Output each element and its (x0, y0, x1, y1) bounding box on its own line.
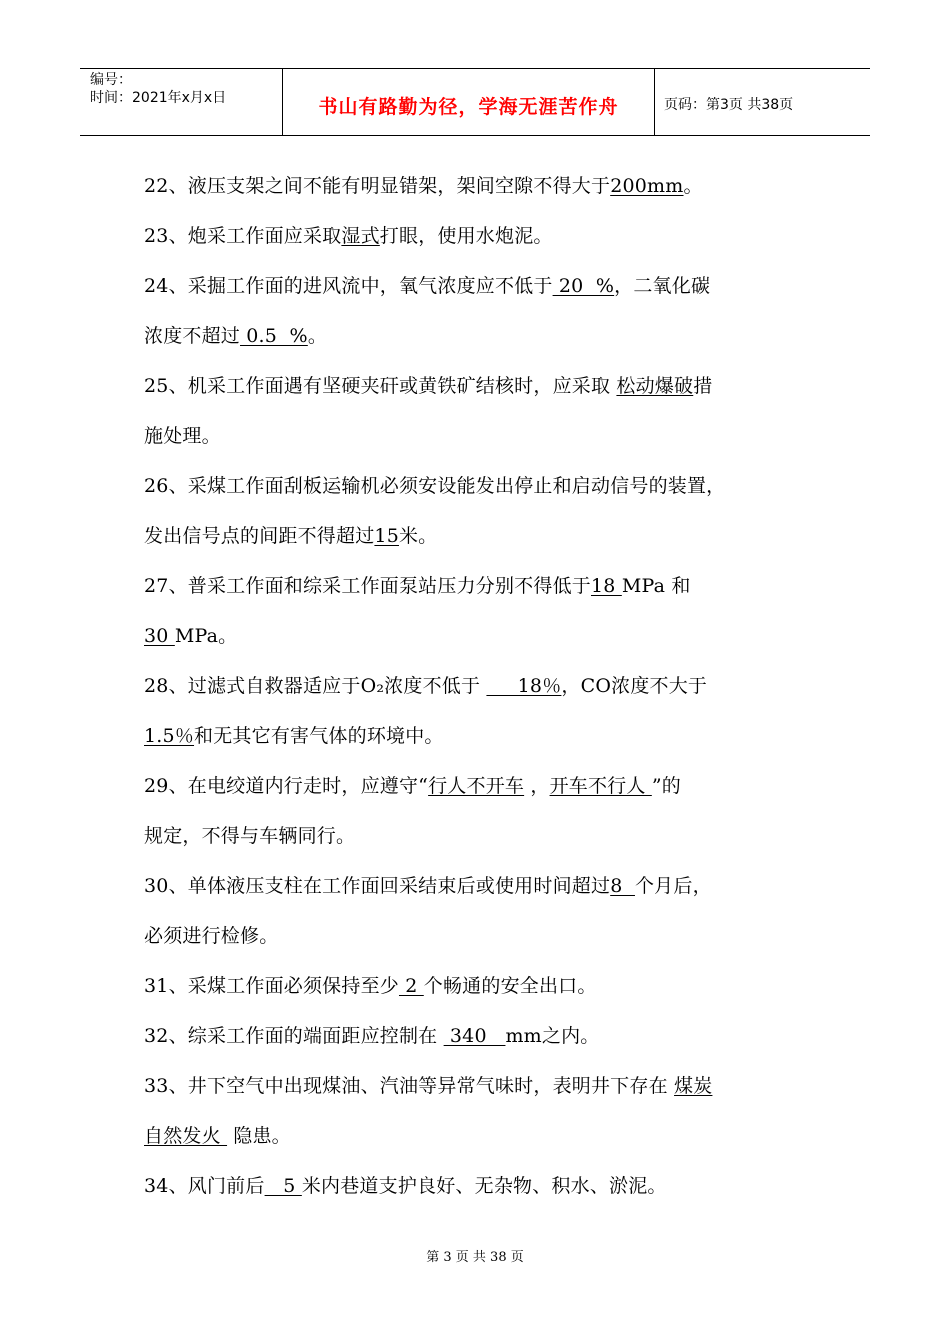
header-meta-cell (80, 69, 283, 135)
question-text: 个畅通的安全出口。 (423, 975, 597, 997)
text-line (144, 1166, 814, 1216)
question-text: 34、风门前后 (144, 1175, 265, 1197)
header-page-cell (655, 69, 870, 135)
question-text: 打眼，使用水炮泥。 (379, 225, 553, 247)
question-text: 23、炮采工作面应采取 (144, 225, 342, 247)
question-text: MPa 和 (621, 575, 691, 597)
header-motto-cell (283, 69, 655, 135)
question-text: 。 (307, 325, 328, 347)
text-line (144, 866, 814, 916)
text-line (144, 1066, 814, 1116)
header-page-info: 页码：第3页 共38页 (664, 97, 794, 113)
document-number-label: 编号： (90, 72, 132, 88)
question-text: 米。 (398, 525, 438, 547)
answer-blank: 行人不开车 (428, 775, 525, 797)
text-line (144, 566, 814, 616)
answer-blank: 5 (264, 1175, 302, 1197)
answer-blank: 2 (398, 975, 424, 997)
question-text: 。 (683, 175, 703, 197)
motto-text: 书山有路勤为径，学海无涯苦作舟 (318, 96, 619, 118)
document-body (144, 166, 814, 1216)
question-text: 30、单体液压支柱在工作面回采结束后或使用时间超过 (144, 875, 611, 897)
text-line (144, 966, 814, 1016)
question-text: 31、采煤工作面必须保持至少 (144, 975, 399, 997)
question-text: 规定，不得与车辆同行。 (144, 825, 356, 847)
document-time-label: 时间：2021年x月x日 (90, 90, 227, 106)
text-line (144, 766, 814, 816)
question-text: 米内巷道支护良好、无杂物、积水、淤泥。 (301, 1175, 667, 1197)
question-text: mm之内。 (505, 1025, 600, 1047)
text-line (144, 266, 814, 316)
question-text: 25、机采工作面遇有坚硬夹矸或黄铁矿结核时，应采取 (144, 375, 617, 397)
answer-blank: 20 % (552, 275, 615, 297)
text-line (144, 466, 814, 516)
text-line (144, 1116, 814, 1166)
answer-blank: 自然发火 (144, 1125, 228, 1147)
question-text: 22、液压支架之间不能有明显错架，架间空隙不得大于 (144, 175, 611, 197)
text-line (144, 216, 814, 266)
answer-blank: 18％ (486, 675, 562, 697)
page-header (80, 68, 870, 136)
question-text: 浓度不超过 (144, 325, 241, 347)
question-text: 措 (693, 375, 713, 397)
question-text: 施处理。 (144, 425, 221, 447)
question-text: 29、在电绞道内行走时，应遵守“ (144, 775, 429, 797)
answer-blank: 30 (144, 625, 175, 647)
text-line (144, 616, 814, 666)
question-text: 32、综采工作面的端面距应控制在 (144, 1025, 444, 1047)
question-text: 必须进行检修。 (144, 925, 279, 947)
answer-blank: 煤炭 (674, 1075, 713, 1097)
question-text: ， (524, 775, 550, 797)
text-line (144, 366, 814, 416)
question-text: 26、采煤工作面刮板运输机必须安设能发出停止和启动信号的装置， (144, 475, 726, 497)
answer-blank: 1.5％ (144, 725, 195, 747)
question-text: ，二氧化碳 (614, 275, 711, 297)
question-text: ”的 (651, 775, 681, 797)
text-line (144, 516, 814, 566)
text-line (144, 316, 814, 366)
text-line (144, 916, 814, 966)
question-text: 24、采掘工作面的进风流中，氧气浓度应不低于 (144, 275, 553, 297)
answer-blank: 松动爆破 (616, 375, 694, 397)
text-line (144, 1016, 814, 1066)
question-text: 28、过滤式自救器适应于O₂浓度不低于 (144, 675, 487, 697)
page-footer: 第 3 页 共 38 页 (426, 1250, 524, 1265)
answer-blank: 15 (374, 525, 399, 547)
question-text: 隐患。 (227, 1125, 291, 1147)
question-text: 33、井下空气中出现煤油、汽油等异常气味时，表明井下存在 (144, 1075, 675, 1097)
question-text: 个月后， (634, 875, 712, 897)
answer-blank: 开车不行人 (549, 775, 652, 797)
answer-blank: 340 (443, 1025, 506, 1047)
text-line (144, 666, 814, 716)
text-line (144, 166, 814, 216)
text-line (144, 816, 814, 866)
text-line (144, 416, 814, 466)
answer-blank: 200mm (610, 175, 684, 197)
answer-blank: 0.5 % (240, 325, 308, 347)
answer-blank: 18 (590, 575, 622, 597)
question-text: 27、普采工作面和综采工作面泵站压力分别不得低于 (144, 575, 591, 597)
question-text: 发出信号点的间距不得超过 (144, 525, 375, 547)
question-text: MPa。 (174, 625, 238, 647)
answer-blank: 8 (610, 875, 635, 897)
text-line (144, 716, 814, 766)
question-text: ，CO浓度不大于 (561, 675, 708, 697)
question-text: 和无其它有害气体的环境中。 (194, 725, 444, 747)
answer-blank: 湿式 (341, 225, 380, 247)
